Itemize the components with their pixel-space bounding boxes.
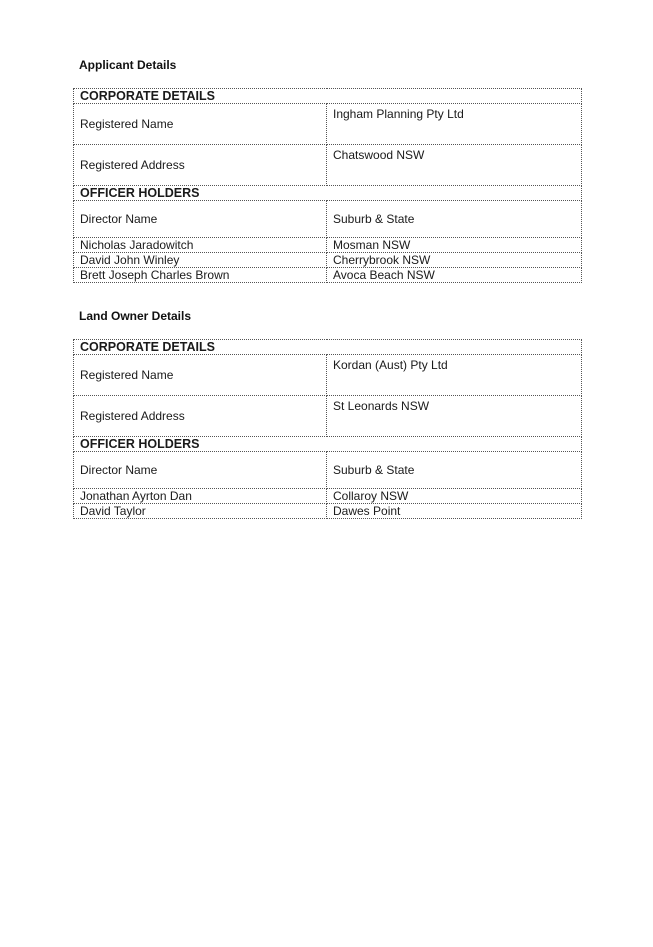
table-row (74, 238, 582, 253)
applicant-details-table (73, 88, 582, 283)
table-section-row (74, 89, 582, 104)
table-row (74, 355, 582, 396)
registered-address-label: Registered Address (74, 396, 327, 437)
table-row (74, 489, 582, 504)
table-row (74, 104, 582, 145)
corporate-details-title: CORPORATE DETAILS (74, 340, 582, 355)
officer-name: David Taylor (74, 504, 327, 519)
registered-name-value: Kordan (Aust) Pty Ltd (327, 355, 582, 396)
officer-suburb: Collaroy NSW (327, 489, 582, 504)
applicant-details-heading: Applicant Details (79, 58, 177, 72)
director-name-header: Director Name (74, 201, 327, 238)
land-owner-details-heading: Land Owner Details (79, 309, 192, 323)
registered-address-value: St Leonards NSW (327, 396, 582, 437)
officer-suburb: Dawes Point (327, 504, 582, 519)
officer-name: Nicholas Jaradowitch (74, 238, 327, 253)
table-section-row (74, 340, 582, 355)
suburb-state-header: Suburb & State (327, 452, 582, 489)
registered-name-value: Ingham Planning Pty Ltd (327, 104, 582, 145)
registered-address-label: Registered Address (74, 145, 327, 186)
table-row (74, 504, 582, 519)
table-row (74, 253, 582, 268)
land-owner-details-table (73, 339, 582, 519)
table-header-row (74, 201, 582, 238)
officer-suburb: Cherrybrook NSW (327, 253, 582, 268)
officer-suburb: Mosman NSW (327, 238, 582, 253)
officer-name: David John Winley (74, 253, 327, 268)
registered-address-value: Chatswood NSW (327, 145, 582, 186)
officer-holders-title: OFFICER HOLDERS (74, 437, 582, 452)
table-row (74, 145, 582, 186)
table-header-row (74, 452, 582, 489)
registered-name-label: Registered Name (74, 104, 327, 145)
suburb-state-header: Suburb & State (327, 201, 582, 238)
registered-name-label: Registered Name (74, 355, 327, 396)
officer-suburb: Avoca Beach NSW (327, 268, 582, 283)
corporate-details-title: CORPORATE DETAILS (74, 89, 582, 104)
officer-name: Jonathan Ayrton Dan (74, 489, 327, 504)
table-section-row (74, 437, 582, 452)
director-name-header: Director Name (74, 452, 327, 489)
officer-holders-title: OFFICER HOLDERS (74, 186, 582, 201)
table-row (74, 268, 582, 283)
officer-name: Brett Joseph Charles Brown (74, 268, 327, 283)
table-section-row (74, 186, 582, 201)
table-row (74, 396, 582, 437)
